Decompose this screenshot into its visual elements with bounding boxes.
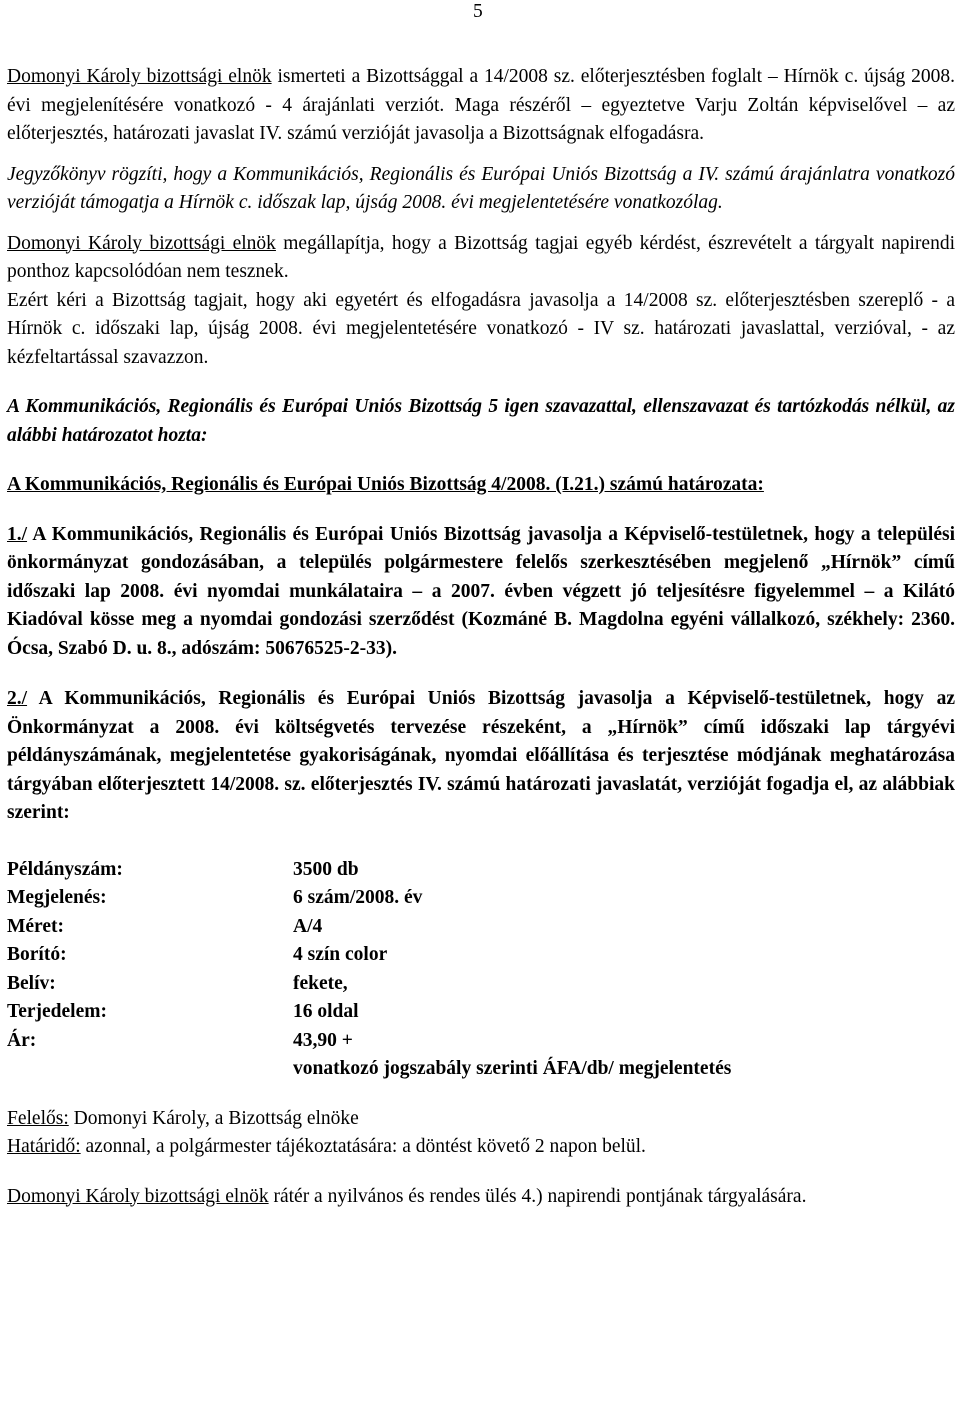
- spec-label: Belív:: [7, 972, 56, 994]
- intro-text: ismerteti a Bizottsággal a 14/2008 sz. előterjesztésben foglalt – Hírnök c. újság 2008. évi megjelenítésére vonatkozó - 4 árajánlati verziót. Maga részéről – egyeztetve Varju Zoltán képviselővel – az előterjesztés, határozati javaslat IV. számú verzióját javasolja a Bizottságnak elfogadásra.: [7, 66, 955, 144]
- decision-point-1: [7, 521, 955, 664]
- point-text: A Kommunikációs, Regionális és Európai Uniós Bizottság javasolja a Képviselő-testületnek, hogy a települési önkormányzat gondozásában, a település polgármestere felelős szerkesztésében megjelenő „Hírnök” című időszaki lap 2008. évi nyomdai munkálataira – a 2007. évben végzett jó teljesítésre figyelemmel – a Kilátó Kiadóval kösse meg a nyomdai gondozási szerződést (Kozmáné B. Magdolna egyéni vállalkozó, székhely: 2360. Ócsa, Szabó D. u. 8., adószám: 50676525-2-33).: [7, 523, 955, 659]
- vote-result: A Kommunikációs, Regionális és Európai Uniós Bizottság 5 igen szavazattal, ellenszavazat és tartózkodás nélkül, az alábbi határozatot hozta:: [7, 396, 955, 446]
- page-number: 5: [473, 1, 483, 22]
- intro-paragraph: [7, 63, 955, 149]
- responsible-value: Domonyi Károly, a Bizottság elnöke: [68, 1107, 359, 1129]
- point-number: 2./: [7, 688, 28, 709]
- vote-request-paragraph: Ezért kéri a Bizottság tagjait, hogy aki egyetért és elfogadásra javasolja a 14/2008 sz. előterjesztésben szereplő - a Hírnök c. időszaki lap, újság 2008. évi megjelentetésére vonatkozó - IV sz. határozati javaslattal, verzióval, - az kézfeltartással szavazzon.: [7, 289, 955, 368]
- spec-label: Méret:: [7, 915, 65, 937]
- document-body: [7, 63, 955, 1211]
- spec-value: A/4: [293, 915, 323, 937]
- spec-value: vonatkozó jogszabály szerinti ÁFA/db/ megjelentetés: [293, 1058, 732, 1079]
- spec-row: [7, 913, 731, 942]
- responsible-line: [7, 1105, 955, 1134]
- spec-value: fekete,: [293, 972, 348, 994]
- spec-row: [7, 1027, 731, 1056]
- spec-label: Megjelenés:: [7, 887, 107, 908]
- spec-value: 4 szín color: [293, 944, 388, 965]
- point-text: A Kommunikációs, Regionális és Európai Uniós Bizottság javasolja a Képviselő-testületnek, hogy az Önkormányzat a 2008. évi költségvetés tervezése részeként, a „Hírnök” című időszaki lap tárgyévi példányszámának, megjelentetése gyakoriságának, nyomdai előállítása és terjesztése módjának meghatározása tárgyában előterjesztett 14/2008. sz. előterjesztés IV. számú határozati javaslatát, verzióját fogadja el, az alábbiak szerint:: [7, 688, 955, 823]
- spec-row: [7, 884, 731, 913]
- spec-value: 16 oldal: [293, 1001, 359, 1022]
- point-number: 1./: [7, 523, 28, 545]
- spec-label: Példányszám:: [7, 858, 123, 880]
- chair-statement-paragraph: [7, 230, 955, 287]
- speaker-name: Domonyi Károly bizottsági elnök: [7, 232, 276, 254]
- speaker-name: Domonyi Károly bizottsági elnök: [7, 66, 272, 87]
- spec-value: 6 szám/2008. év: [293, 887, 423, 908]
- spec-row: [7, 1055, 731, 1084]
- deadline-label: Határidő:: [7, 1136, 81, 1157]
- spec-row: [7, 856, 731, 885]
- deadline-value: azonnal, a polgármester tájékoztatására: a döntést követő 2 napon belül.: [80, 1136, 646, 1157]
- spec-row: [7, 970, 731, 999]
- responsible-label: Felelős:: [7, 1107, 69, 1129]
- publication-specs-table: [7, 856, 731, 1084]
- decision-point-2: [7, 685, 955, 828]
- spec-label: Borító:: [7, 944, 67, 965]
- spec-label: Ár:: [7, 1029, 37, 1051]
- spec-value: 3500 db: [293, 858, 359, 880]
- spec-label: Terjedelem:: [7, 1001, 107, 1022]
- deadline-line: [7, 1133, 955, 1162]
- spec-value: 43,90 +: [293, 1029, 353, 1051]
- chair-statement-text: megállapítja, hogy a Bizottság tagjai egyéb kérdést, észrevételt a tárgyalt napirendi ponthoz kapcsolódóan nem tesznek.: [7, 232, 955, 282]
- speaker-name: Domonyi Károly bizottsági elnök: [7, 1185, 269, 1207]
- minutes-record-paragraph: Jegyzőkönyv rögzíti, hogy a Kommunikációs, Regionális és Európai Uniós Bizottság a IV. számú árajánlatra vonatkozó verzióját támogatja a Hírnök c. időszak lap, újság 2008. évi megjelentetésére vonatkozólag.: [7, 163, 955, 213]
- spec-label: [7, 1055, 293, 1084]
- spec-row: [7, 998, 731, 1027]
- spec-row: [7, 941, 731, 970]
- closing-paragraph: [7, 1183, 955, 1212]
- decision-title: A Kommunikációs, Regionális és Európai Uniós Bizottság 4/2008. (I.21.) számú határozata:: [7, 474, 764, 495]
- closing-text: rátér a nyilvános és rendes ülés 4.) napirendi pontjának tárgyalására.: [268, 1185, 807, 1207]
